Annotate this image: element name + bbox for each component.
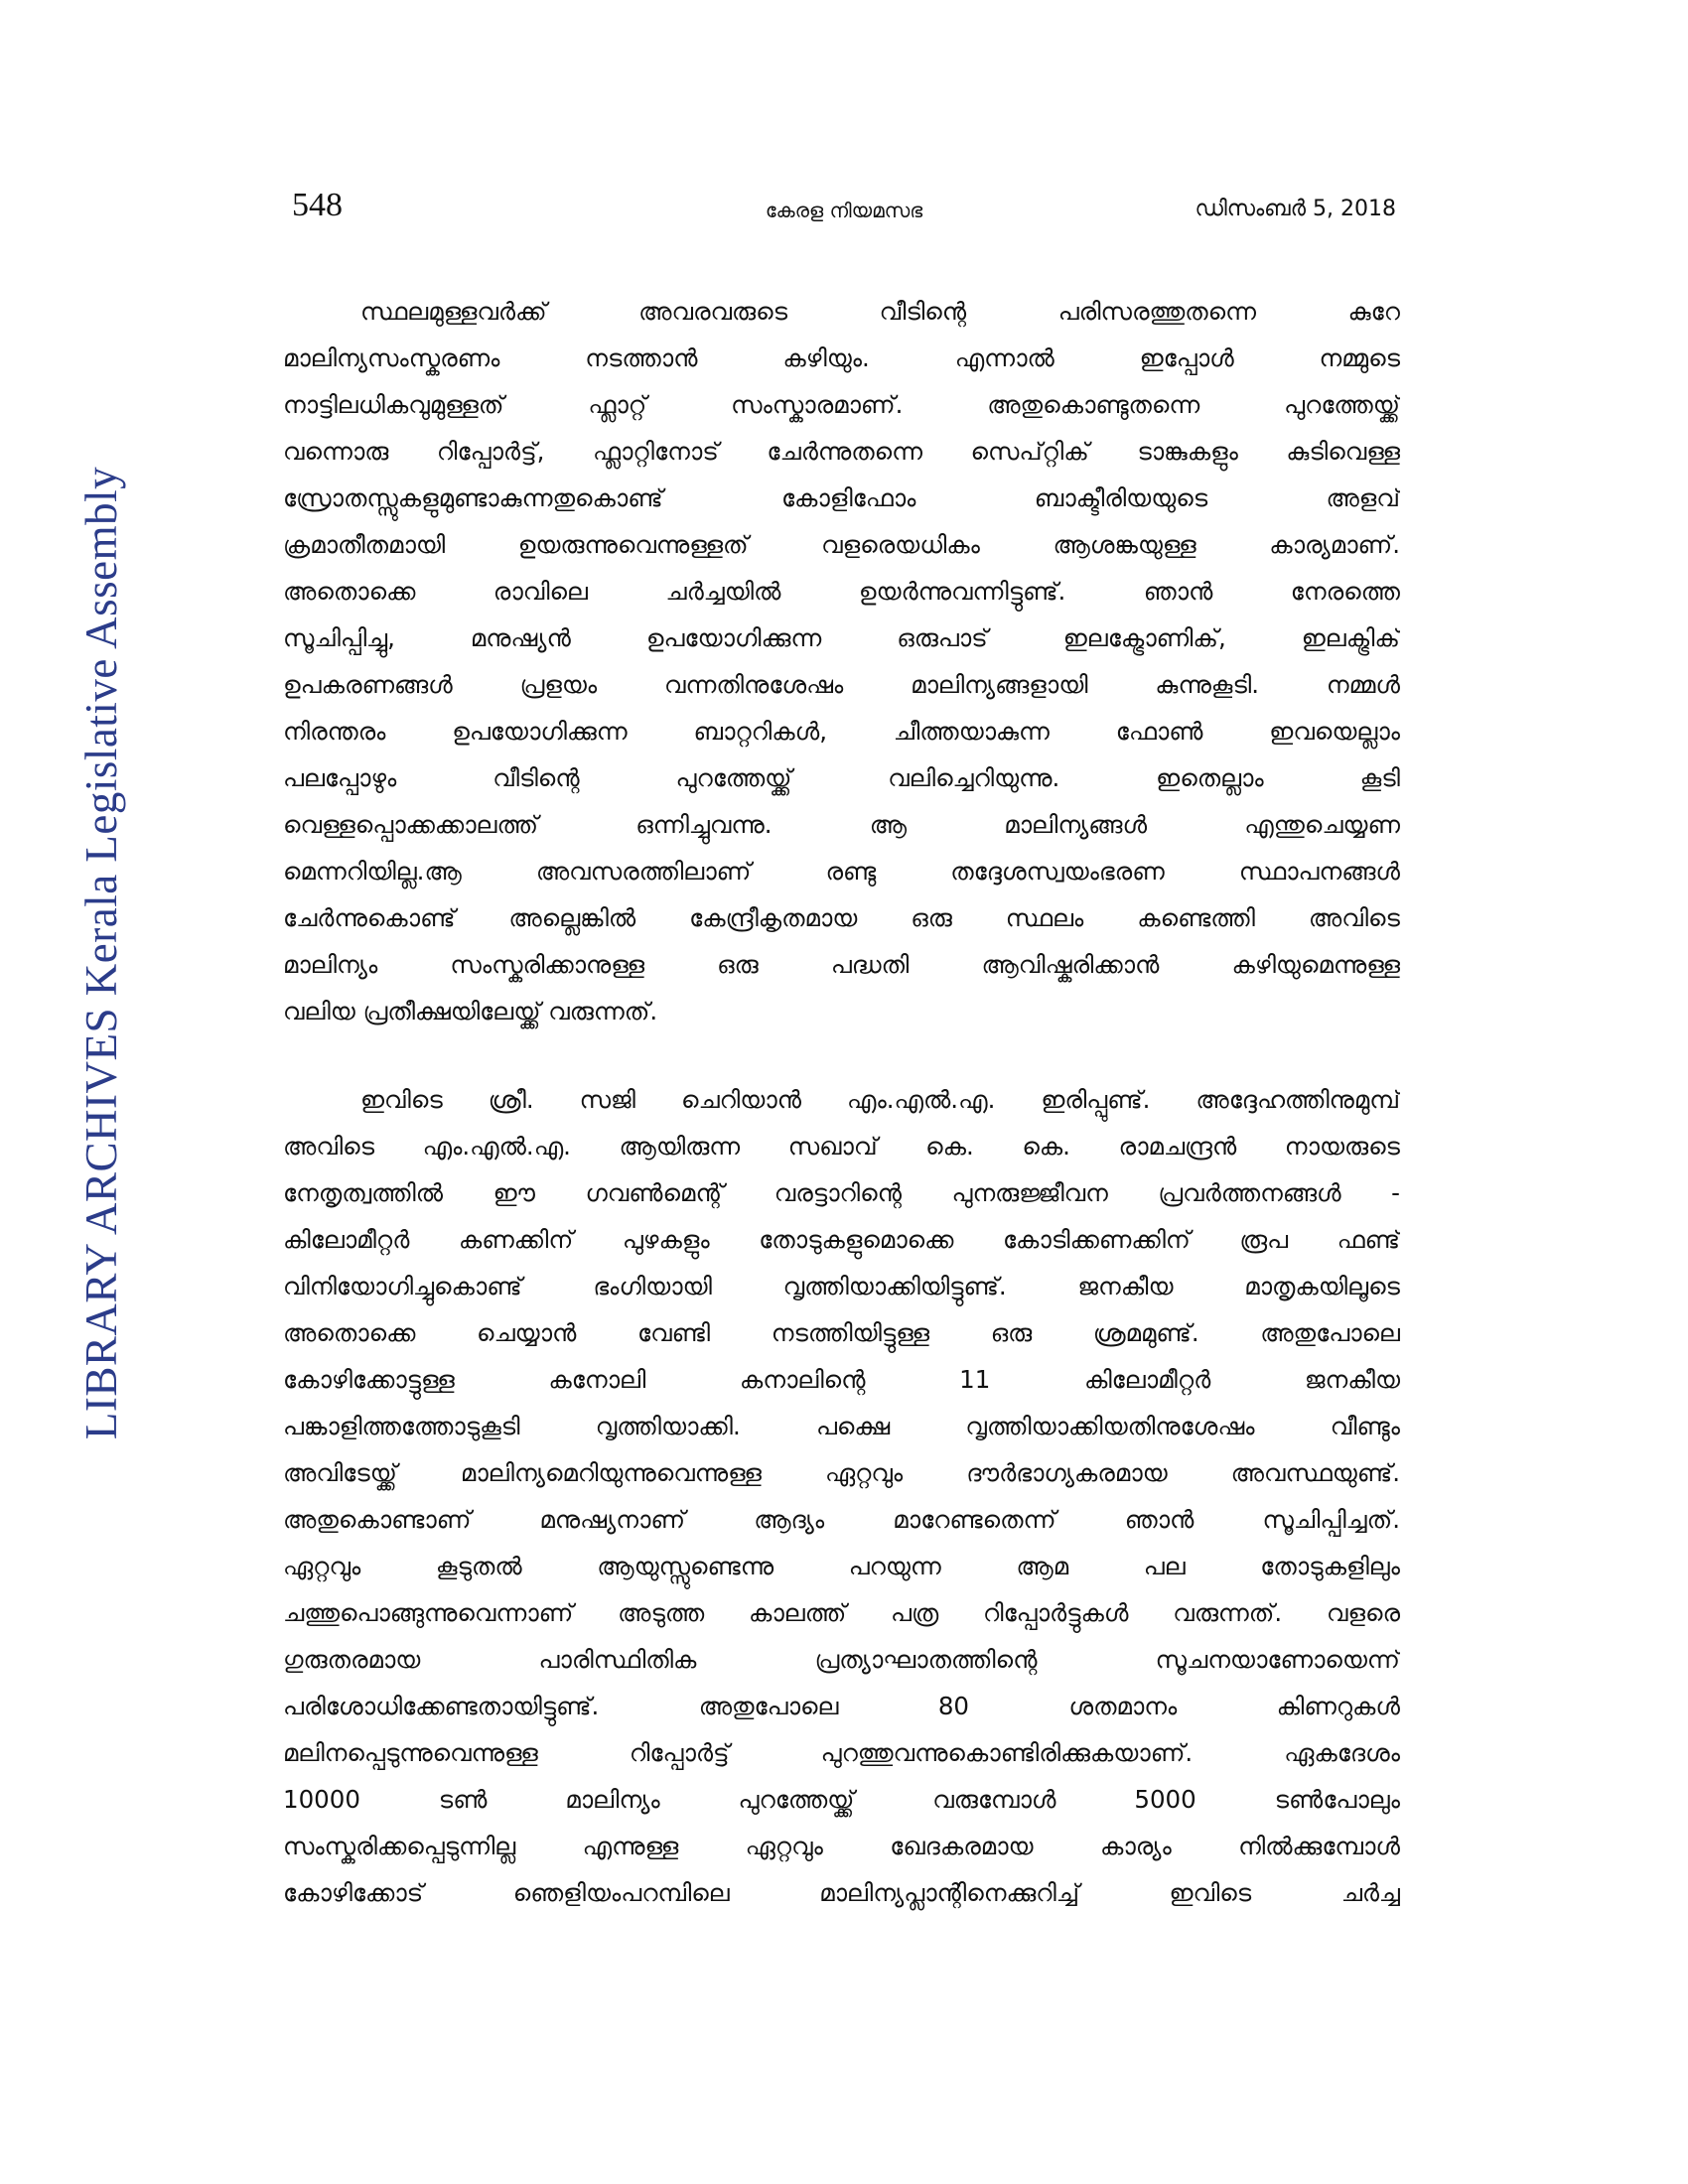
- text-line: സംസ്കരിക്കപ്പെടുന്നില്ല എന്നുള്ള ഏറ്റവും ഖേദകരമായ കാര്യം നിൽക്കുമ്പോൾ: [283, 1832, 1400, 1860]
- running-title: കേരള നിയമസഭ: [765, 199, 923, 222]
- text-line: ക്രമാതീതമായി ഉയരുന്നുവെന്നുള്ളത് വളരെയധികം ആശങ്കയുള്ള കാര്യമാണ്.: [283, 530, 1400, 559]
- text-line: വെള്ളപ്പൊക്കക്കാലത്ത് ഒന്നിച്ചുവന്നു. ആ മാലിന്യങ്ങൾ എന്തുചെയ്യണ: [283, 810, 1400, 839]
- text-line: പങ്കാളിത്തത്തോടുകൂടി വൃത്തിയാക്കി. പക്ഷെ വൃത്തിയാക്കിയതിനുശേഷം വീണ്ടും: [283, 1412, 1400, 1440]
- text-line: അതൊക്കെ ചെയ്യാൻ വേണ്ടി നടത്തിയിട്ടുള്ള ഒരു ശ്രമമുണ്ട്. അതുപോലെ: [283, 1318, 1400, 1347]
- text-line: നിരന്തരം ഉപയോഗിക്കുന്ന ബാറ്ററികൾ, ചീത്തയാകുന്ന ഫോൺ ഇവയെല്ലാം: [283, 717, 1400, 746]
- text-line: കിലോമീറ്റർ കണക്കിന് പുഴകളും തോടുകളുമൊക്കെ കോടിക്കണക്കിന് രൂപ ഫണ്ട്: [283, 1225, 1400, 1254]
- archive-watermark: [62, 308, 141, 1598]
- paragraph: [283, 288, 1400, 1034]
- text-line: കോഴിക്കോട് ഞെളിയംപറമ്പിലെ മാലിന്യപ്ലാന്റിനെക്കുറിച്ച് ഇവിടെ ചർച്ച: [283, 1878, 1400, 1907]
- document-body: [283, 288, 1400, 1916]
- page-header: [292, 187, 1396, 234]
- text-line: നാട്ടിലധികവുമുള്ളത് ഫ്ലാറ്റ് സംസ്കാരമാണ്. അതുകൊണ്ടുതന്നെ പുറത്തേയ്ക്ക്: [283, 390, 1400, 419]
- text-line: പലപ്പോഴും വീടിന്റെ പുറത്തേയ്ക്ക് വലിച്ചെറിയുന്നു. ഇതെല്ലാം കൂടി: [283, 763, 1400, 792]
- text-line: ഉപകരണങ്ങൾ പ്രളയം വന്നതിനുശേഷം മാലിന്യങ്ങളായി കുന്നുകൂടി. നമ്മൾ: [283, 670, 1400, 699]
- text-line: ഇവിടെ ശ്രീ. സജി ചെറിയാൻ എം.എൽ.എ. ഇരിപ്പുണ്ട്. അദ്ദേഹത്തിനുമുമ്പ്: [360, 1085, 1400, 1114]
- text-line: ചത്തുപൊങ്ങുന്നുവെന്നാണ് അടുത്ത കാലത്ത് പത്ര റിപ്പോർട്ടുകൾ വരുന്നത്. വളരെ: [283, 1598, 1400, 1627]
- text-line: മാലിന്യം സംസ്കരിക്കാനുള്ള ഒരു പദ്ധതി ആവിഷ്കരിക്കാൻ കഴിയുമെന്നുള്ള: [283, 950, 1400, 979]
- text-line: 10000 ടൺ മാലിന്യം പുറത്തേയ്ക്ക് വരുമ്പോൾ 5000 ടൺപോലും: [283, 1785, 1400, 1814]
- text-line: വലിയ പ്രതീക്ഷയിലേയ്ക്ക് വരുന്നത്.: [283, 997, 658, 1025]
- text-line: സ്രോതസ്സുകളുമുണ്ടാകുന്നതുകൊണ്ട് കോളിഫോം ബാക്ടീരിയയുടെ അളവ്: [283, 483, 1400, 512]
- running-date: ഡിസംബർ 5, 2018: [1195, 197, 1396, 221]
- text-line: വന്നൊരു റിപ്പോർട്ട്, ഫ്ലാറ്റിനോട് ചേർന്നുതന്നെ സെപ്റ്റിക് ടാങ്കുകളും കുടിവെള്ള: [283, 437, 1400, 466]
- paragraph: [283, 1076, 1400, 1916]
- text-line: ചേർന്നുകൊണ്ട് അല്ലെങ്കിൽ കേന്ദ്രീകൃതമായ ഒരു സ്ഥലം കണ്ടെത്തി അവിടെ: [283, 903, 1400, 932]
- text-line: ഏറ്റവും കൂടുതൽ ആയുസ്സുണ്ടെന്നു പറയുന്ന ആമ പല തോടുകളിലും: [283, 1552, 1400, 1580]
- text-line: പരിശോധിക്കേണ്ടതായിട്ടുണ്ട്. അതുപോലെ 80 ശതമാനം കിണറുകൾ: [283, 1692, 1400, 1720]
- text-line: സ്ഥലമുള്ളവർക്ക് അവരവരുടെ വീടിന്റെ പരിസരത്തുതന്നെ കുറേ: [360, 297, 1400, 326]
- text-line: അതൊക്കെ രാവിലെ ചർച്ചയിൽ ഉയർന്നുവന്നിട്ടുണ്ട്. ഞാൻ നേരത്തെ: [283, 577, 1400, 606]
- text-line: സൂചിപ്പിച്ചു, മനുഷ്യൻ ഉപയോഗിക്കുന്ന ഒരുപാട് ഇലക്ട്രോണിക്, ഇലക്ട്രിക്: [283, 623, 1400, 652]
- text-line: അവിടേയ്ക്ക് മാലിന്യമെറിയുന്നുവെന്നുള്ള ഏറ്റവും ദൗർഭാഗ്യകരമായ അവസ്ഥയുണ്ട്.: [283, 1458, 1400, 1487]
- text-line: നേതൃത്വത്തിൽ ഈ ഗവൺമെന്റ് വരട്ടാറിന്റെ പുനരുജ്ജീവന പ്രവർത്തനങ്ങൾ -: [283, 1178, 1400, 1207]
- text-line: മാലിന്യസംസ്കരണം നടത്താൻ കഴിയും. എന്നാൽ ഇപ്പോൾ നമ്മുടെ: [283, 343, 1400, 372]
- page-number: 548: [292, 187, 343, 223]
- text-line: മലിനപ്പെടുന്നുവെന്നുള്ള റിപ്പോർട്ട് പുറത്തുവന്നുകൊണ്ടിരിക്കുകയാണ്. ഏകദേശം: [283, 1738, 1400, 1767]
- text-line: ഗുരുതരമായ പാരിസ്ഥിതിക പ്രത്യാഘാതത്തിന്റെ സൂചനയാണോയെന്ന്: [283, 1645, 1400, 1674]
- text-line: അവിടെ എം.എൽ.എ. ആയിരുന്ന സഖാവ് കെ. കെ. രാമചന്ദ്രൻ നായരുടെ: [283, 1132, 1400, 1160]
- watermark-text: LIBRARY ARCHIVES Kerala Legislative Assembly: [76, 466, 126, 1440]
- text-line: അതുകൊണ്ടാണ് മനുഷ്യനാണ് ആദ്യം മാറേണ്ടതെന്ന് ഞാൻ സൂചിപ്പിച്ചത്.: [283, 1505, 1400, 1534]
- text-line: മെന്നറിയില്ല.ആ അവസരത്തിലാണ് രണ്ടു തദ്ദേശസ്വയംഭരണ സ്ഥാപനങ്ങൾ: [283, 857, 1400, 886]
- text-line: കോഴിക്കോട്ടുള്ള കനോലി കനാലിന്റെ 11 കിലോമീറ്റർ ജനകീയ: [283, 1365, 1400, 1394]
- text-line: വിനിയോഗിച്ചുകൊണ്ട് ഭംഗിയായി വൃത്തിയാക്കിയിട്ടുണ്ട്. ജനകീയ മാതൃകയിലൂടെ: [283, 1272, 1400, 1300]
